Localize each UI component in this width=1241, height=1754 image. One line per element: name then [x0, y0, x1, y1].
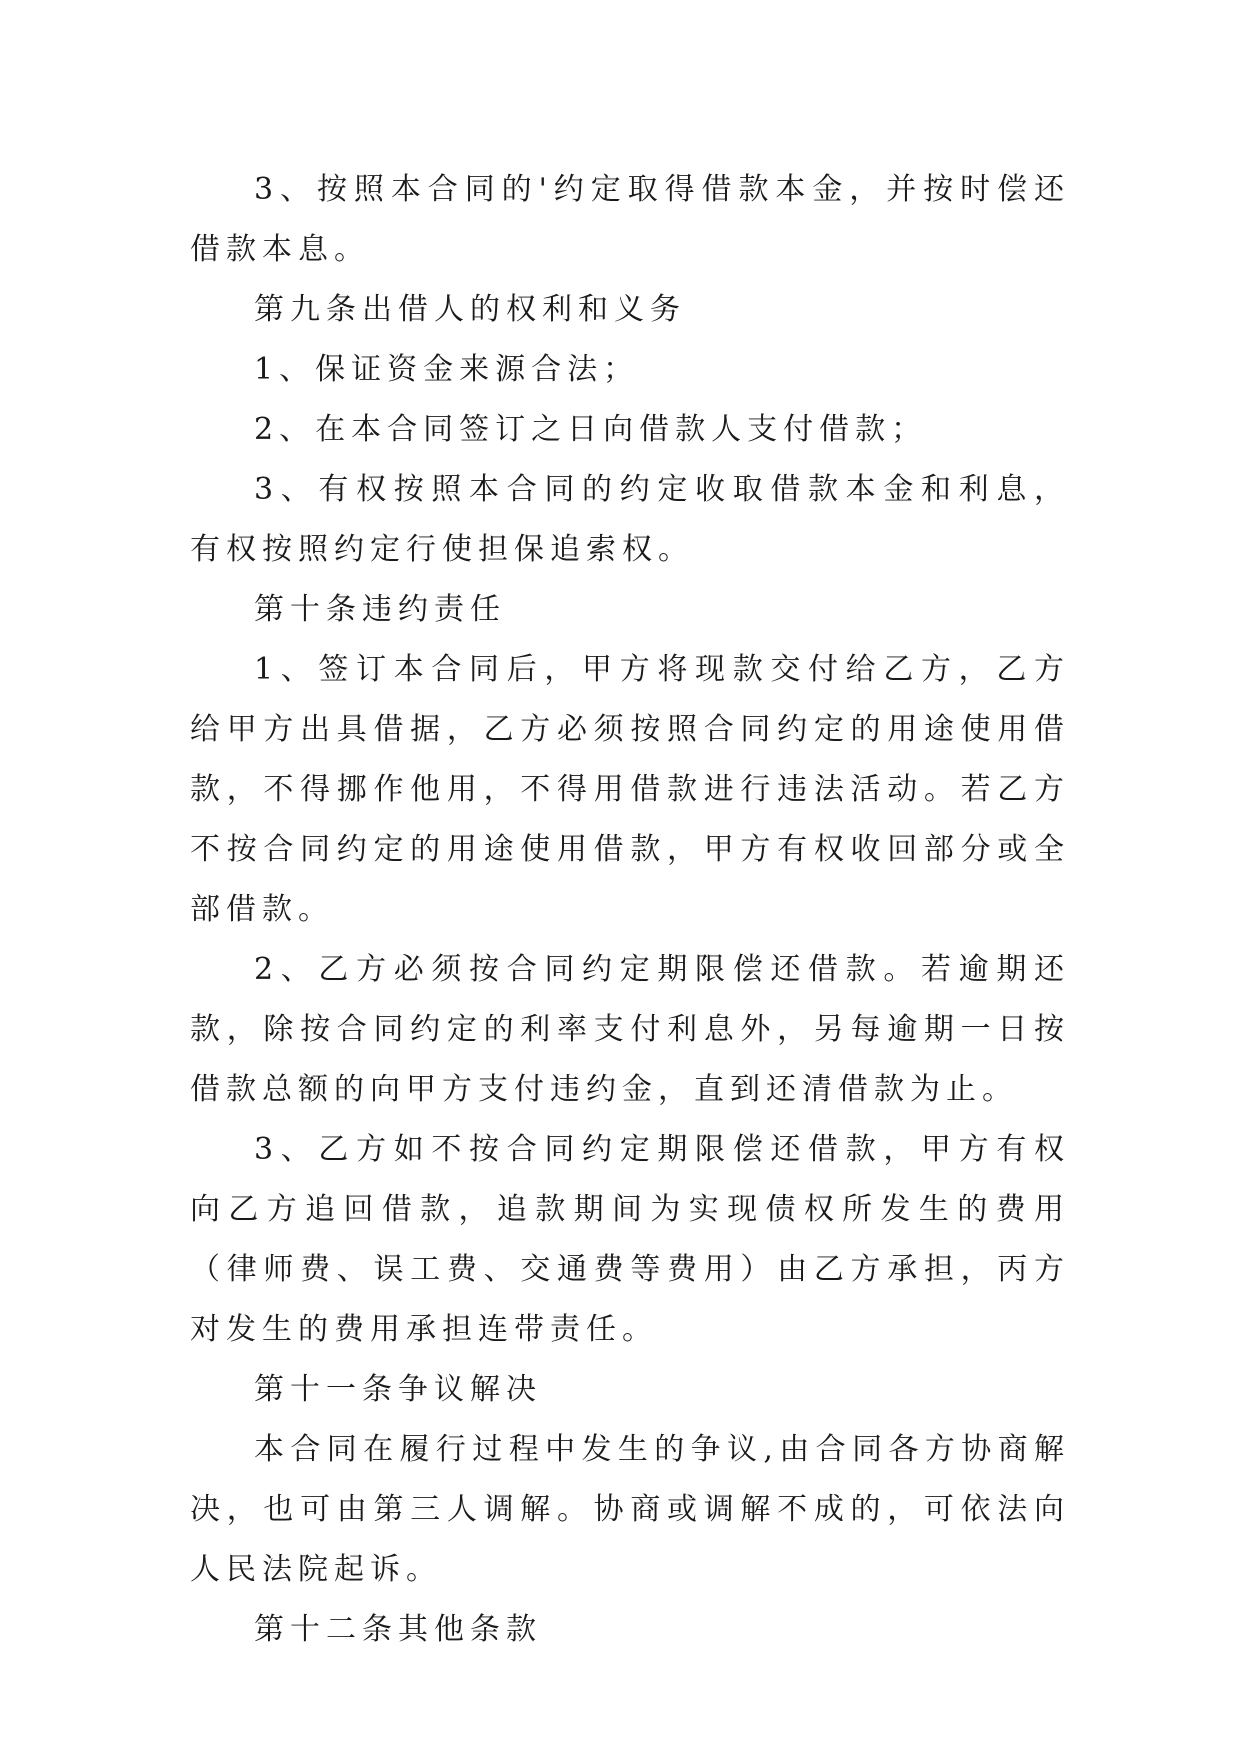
article-11-body: 本合同在履行过程中发生的争议,由合同各方协商解决，也可由第三人调解。协商或调解不成的，可依法向人民法院起诉。 [190, 1432, 1070, 1587]
article-9-item-2: 2、在本合同签订之日向借款人支付借款； [254, 412, 928, 447]
article-10-heading: 第十条违约责任 [254, 592, 506, 627]
document-body [190, 160, 1070, 1660]
article-10-item-1: 1、签订本合同后，甲方将现款交付给乙方，乙方给甲方出具借据，乙方必须按照合同约定的用途使用借款，不得挪作他用，不得用借款进行违法活动。若乙方不按合同约定的用途使用借款，甲方有权收回部分或全部借款。 [190, 652, 1070, 927]
article-12-heading: 第十二条其他条款 [254, 1612, 542, 1647]
article-10-item-3: 3、乙方如不按合同约定期限偿还借款，甲方有权向乙方追回借款，追款期间为实现债权所发生的费用（律师费、误工费、交通费等费用）由乙方承担，丙方对发生的费用承担连带责任。 [190, 1132, 1070, 1347]
article-9-item-3: 3、有权按照本合同的约定收取借款本金和利息，有权按照约定行使担保追索权。 [190, 472, 1070, 567]
article-11-heading: 第十一条争议解决 [254, 1372, 542, 1407]
article-10-item-2: 2、乙方必须按合同约定期限偿还借款。若逾期还款，除按合同约定的利率支付利息外，另每逾期一日按借款总额的向甲方支付违约金，直到还清借款为止。 [190, 952, 1070, 1107]
clause-8-item-3: 3、按照本合同的'约定取得借款本金，并按时偿还借款本息。 [190, 172, 1070, 267]
article-9-heading: 第九条出借人的权利和义务 [254, 292, 686, 327]
article-9-item-1: 1、保证资金来源合法； [254, 352, 640, 387]
